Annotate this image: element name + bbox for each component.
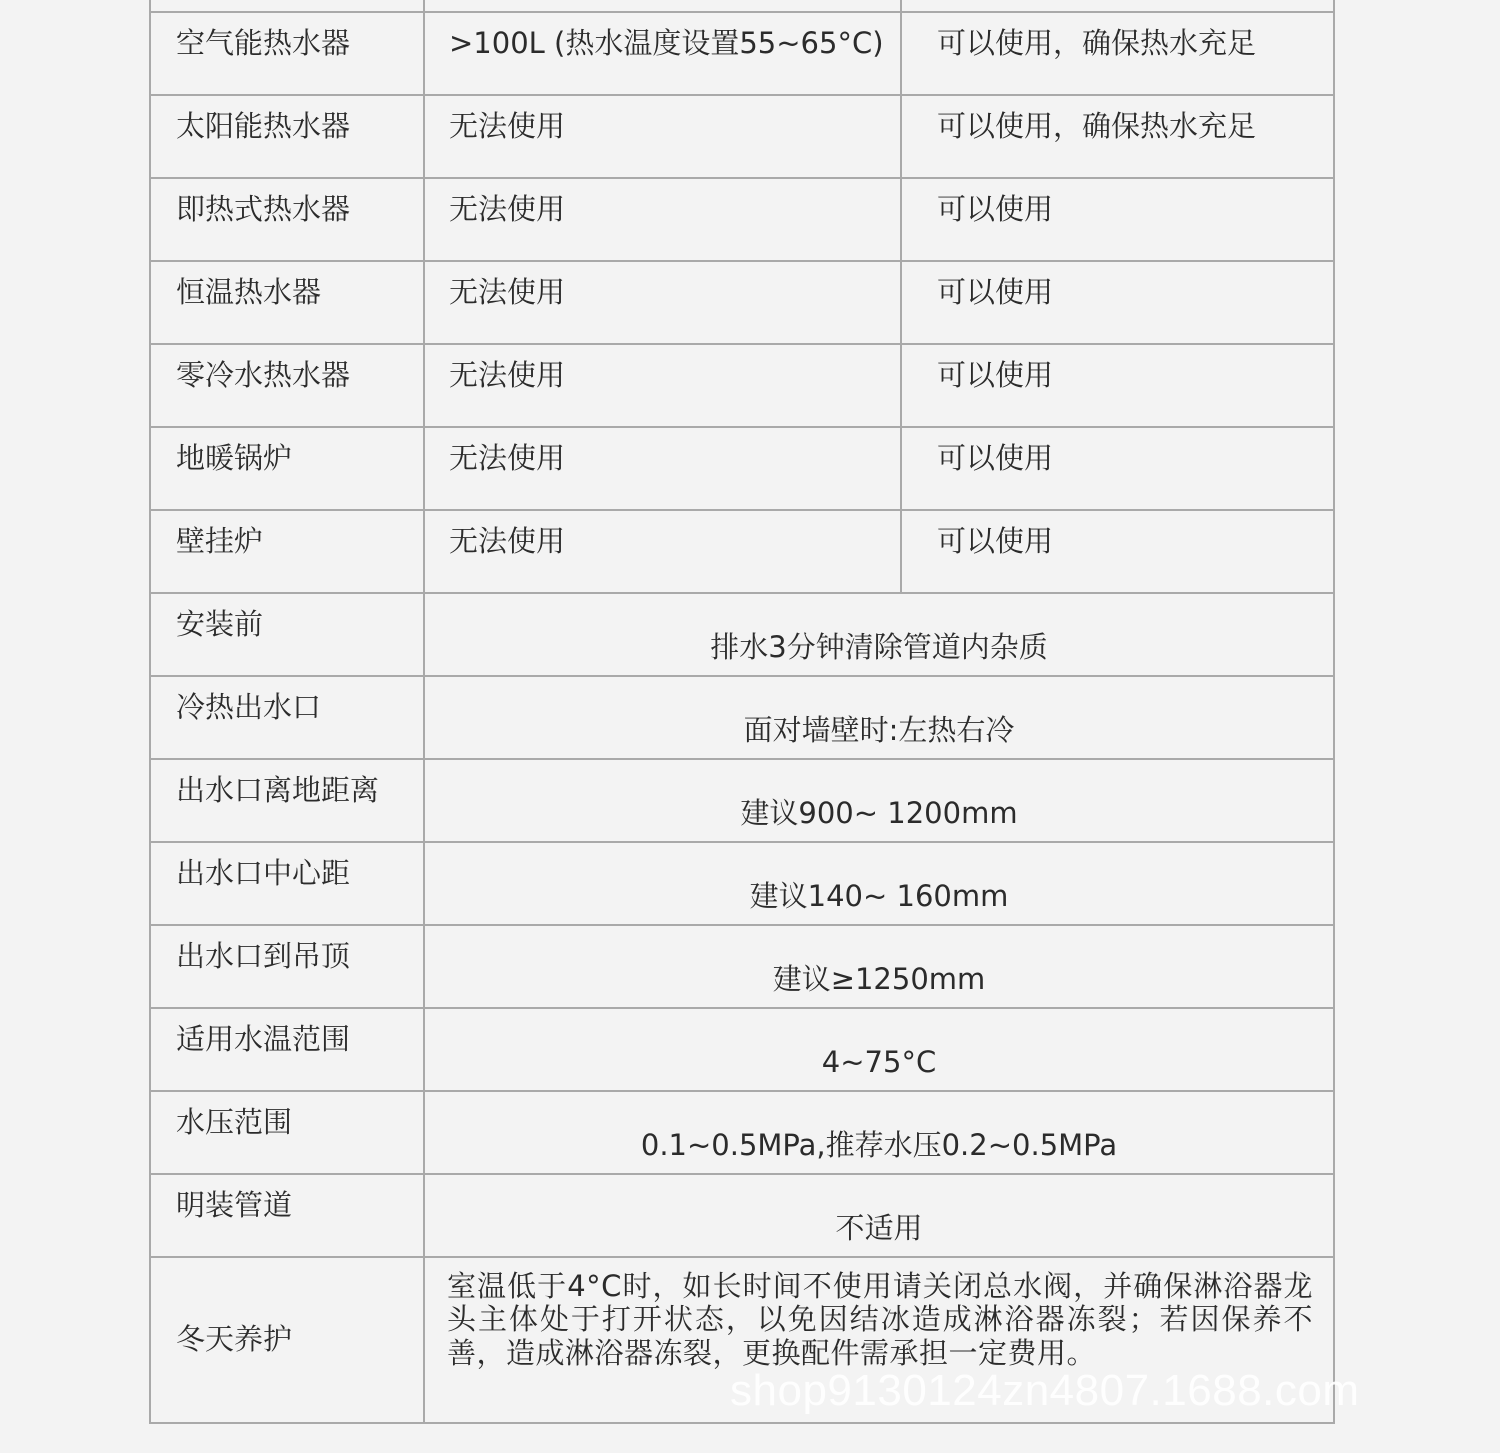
standard-cell: 可以使用 (901, 344, 1334, 427)
spec-value-cell: 面对墙壁时:左热右冷 (424, 676, 1334, 759)
table-row (150, 842, 1334, 925)
standard-cell: 可以使用，确保热水充足 (901, 95, 1334, 178)
standard-cell: 可以使用 (901, 261, 1334, 344)
table-cell (901, 0, 1334, 12)
heater-type-cell: 恒温热水器 (150, 261, 424, 344)
table-row (150, 1008, 1334, 1091)
circulation-cell: 无法使用 (424, 178, 901, 261)
circulation-cell: 无法使用 (424, 344, 901, 427)
heater-type-cell: 太阳能热水器 (150, 95, 424, 178)
spec-table (149, 0, 1335, 1424)
table-row (150, 427, 1334, 510)
spec-table-body (150, 0, 1334, 1423)
spec-value-cell: 不适用 (424, 1174, 1334, 1257)
table-row (150, 759, 1334, 842)
table-row (150, 925, 1334, 1008)
standard-cell: 可以使用 (901, 510, 1334, 593)
spec-label-cell: 适用水温范围 (150, 1008, 424, 1091)
table-row (150, 344, 1334, 427)
circulation-cell: 无法使用 (424, 510, 901, 593)
circulation-cell: 无法使用 (424, 95, 901, 178)
table-cell (150, 0, 424, 12)
spec-value-cell: 建议140~ 160mm (424, 842, 1334, 925)
table-cell (424, 0, 901, 12)
spec-value-cell: 建议≥1250mm (424, 925, 1334, 1008)
winter-care-label: 冬天养护 (150, 1257, 424, 1423)
circulation-cell: 无法使用 (424, 427, 901, 510)
standard-cell: 可以使用 (901, 178, 1334, 261)
table-row (150, 676, 1334, 759)
table-row (150, 95, 1334, 178)
spec-label-cell: 明装管道 (150, 1174, 424, 1257)
spec-label-cell: 出水口离地距离 (150, 759, 424, 842)
table-row (150, 12, 1334, 95)
circulation-cell: >100L (热水温度设置55~65°C) (424, 12, 901, 95)
spec-value-cell: 排水3分钟清除管道内杂质 (424, 593, 1334, 676)
heater-type-cell: 即热式热水器 (150, 178, 424, 261)
heater-type-cell: 空气能热水器 (150, 12, 424, 95)
spec-label-cell: 冷热出水口 (150, 676, 424, 759)
spec-value-cell: 建议900~ 1200mm (424, 759, 1334, 842)
table-row (150, 261, 1334, 344)
standard-cell: 可以使用，确保热水充足 (901, 12, 1334, 95)
standard-cell: 可以使用 (901, 427, 1334, 510)
heater-type-cell: 地暖锅炉 (150, 427, 424, 510)
spec-value-cell: 0.1~0.5MPa,推荐水压0.2~0.5MPa (424, 1091, 1334, 1174)
table-row (150, 510, 1334, 593)
table-row (150, 178, 1334, 261)
spec-value-cell: 4~75°C (424, 1008, 1334, 1091)
winter-care-text: 室温低于4°C时，如长时间不使用请关闭总水阀，并确保淋浴器龙头主体处于打开状态，以免因结冰造成淋浴器冻裂；若因保养不善，造成淋浴器冻裂，更换配件需承担一定费用。 (424, 1257, 1334, 1423)
circulation-cell: 无法使用 (424, 261, 901, 344)
shop-watermark: shop9130124zn4807.1688.com (730, 1366, 1360, 1415)
spec-label-cell: 水压范围 (150, 1091, 424, 1174)
spec-label-cell: 安装前 (150, 593, 424, 676)
heater-type-cell: 壁挂炉 (150, 510, 424, 593)
spec-label-cell: 出水口中心距 (150, 842, 424, 925)
heater-type-cell: 零冷水热水器 (150, 344, 424, 427)
table-row (150, 1174, 1334, 1257)
table-row-partial-top (150, 0, 1334, 12)
table-row (150, 593, 1334, 676)
spec-label-cell: 出水口到吊顶 (150, 925, 424, 1008)
table-row (150, 1091, 1334, 1174)
